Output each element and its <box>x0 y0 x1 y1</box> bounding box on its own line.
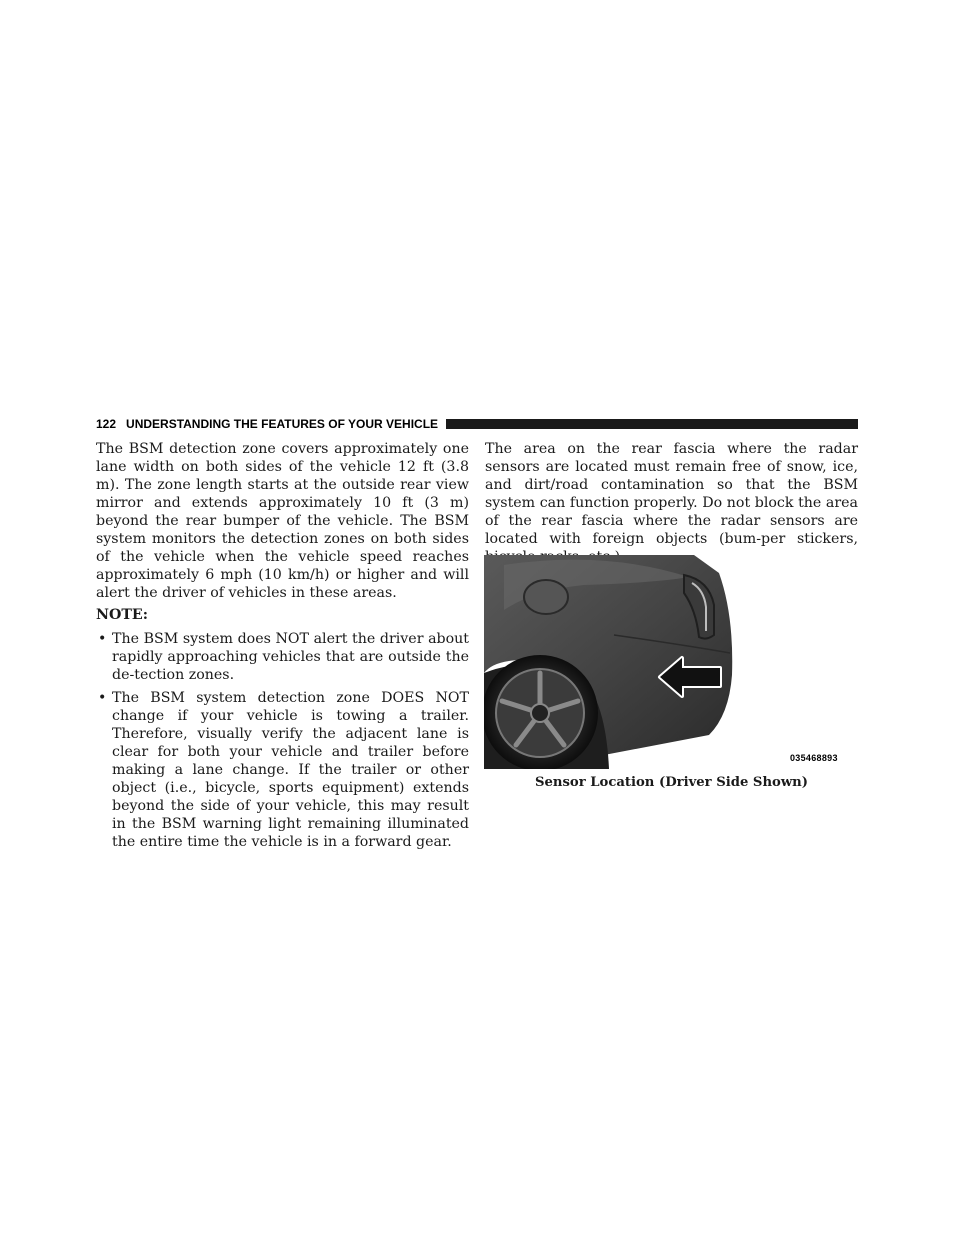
figure-code: 035468893 <box>790 753 838 763</box>
fascia-paragraph: The area on the rear fascia where the radar sensors are located must remain free of snow, ice, and dirt/road contamination so that the BSM system can function properly. Do not block the area of the rear fascia where the radar sensors are located with foreign objects (bum-per stickers, <box>485 441 858 547</box>
page-number: 122 <box>96 417 117 431</box>
list-item <box>96 630 469 684</box>
list-item <box>96 689 469 851</box>
note-heading: NOTE: <box>96 607 148 623</box>
sensor-location-figure <box>484 555 858 769</box>
note-bullet-list <box>96 630 469 851</box>
header-rule <box>446 419 858 429</box>
bullet-text: The BSM system does NOT alert the driver about rapidly approaching vehicles that are outside the de-tection zones. <box>112 631 469 683</box>
right-column <box>485 440 858 566</box>
page-header <box>96 416 858 432</box>
intro-paragraph: The BSM detection zone covers approximately one lane width on both sides of the vehicle 12 ft (3.8 m). The zone length starts at the outside rear view mirror and extends approximately 10 ft (3 m) beyond the rear bumper of the vehicle. The BSM system monitors the detection zones on both sides of the vehicle when the vehicle speed reaches approximately 6 mph (10 km/h) or higher and will alert the driver of vehicles in these areas. <box>96 441 469 601</box>
car-rear-quarter-illustration <box>484 555 858 769</box>
left-column <box>96 440 469 856</box>
figure-caption: Sensor Location (Driver Side Shown) <box>534 775 809 790</box>
bullet-text: The BSM system detection zone DOES NOT change if your vehicle is towing a trailer. Therefore, visually verify the adjacent lane is clear for both your vehicle and trailer before making a lane change. If the trailer or other object (i.e., bicycle, sports equipment) extends beyond the side of your vehicle, this may result in the BSM warning light remaining illuminated the entire time the vehicle is in a forward gear. <box>112 690 469 850</box>
bullet-icon: • <box>98 690 107 706</box>
section-title: UNDERSTANDING THE FEATURES OF YOUR VEHICLE <box>126 417 439 431</box>
bullet-icon: • <box>98 631 107 647</box>
